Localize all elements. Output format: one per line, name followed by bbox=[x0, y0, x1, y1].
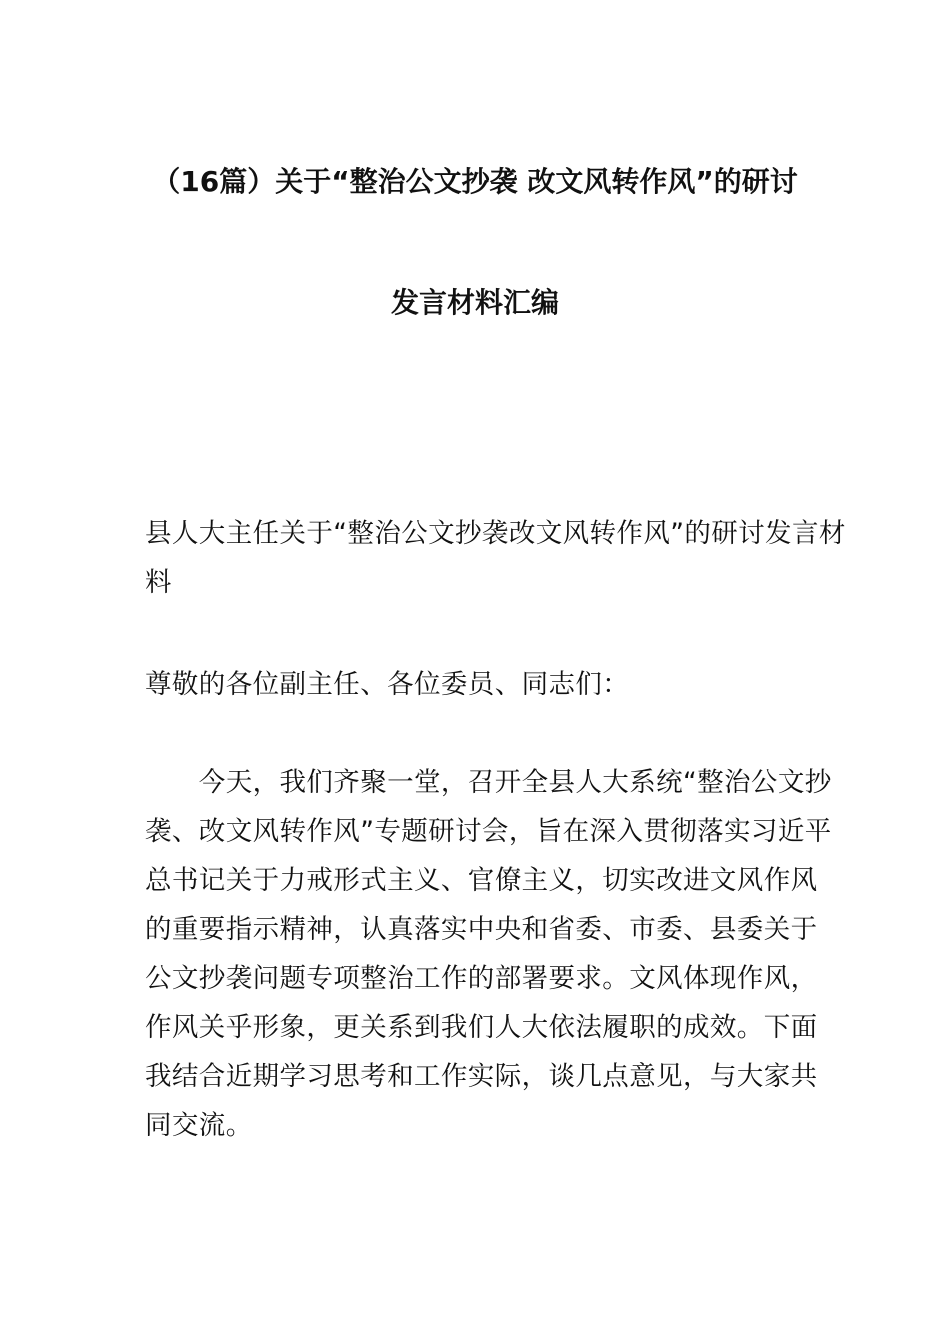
salutation: 尊敬的各位副主任、各位委员、同志们： bbox=[145, 669, 630, 700]
article-heading-line: 县人大主任关于“整治公文抄袭改文风转作风”的研讨发言材 bbox=[145, 518, 846, 549]
paragraph-line: 的重要指示精神，认真落实中央和省委、市委、县委关于 bbox=[145, 914, 818, 945]
paragraph-line: 同交流。 bbox=[145, 1110, 253, 1141]
document-title-line-2: 发言材料汇编 bbox=[390, 286, 559, 319]
paragraph-line: 总书记关于力戒形式主义、官僚主义，切实改进文风作风 bbox=[145, 865, 818, 896]
article-heading-line: 料 bbox=[145, 567, 172, 598]
paragraph-line: 公文抄袭问题专项整治工作的部署要求。文风体现作风， bbox=[145, 963, 818, 994]
paragraph-line: 今天，我们齐聚一堂，召开全县人大系统“整治公文抄 bbox=[145, 767, 832, 798]
paragraph-line: 袭、改文风转作风”专题研讨会，旨在深入贯彻落实习近平 bbox=[145, 816, 832, 847]
paragraph-line: 作风关乎形象，更关系到我们人大依法履职的成效。下面 bbox=[145, 1012, 818, 1043]
document-title-line-1: （16篇）关于“整治公文抄袭 改文风转作风”的研讨 bbox=[152, 165, 798, 198]
paragraph-line: 我结合近期学习思考和工作实际，谈几点意见，与大家共 bbox=[145, 1061, 818, 1092]
